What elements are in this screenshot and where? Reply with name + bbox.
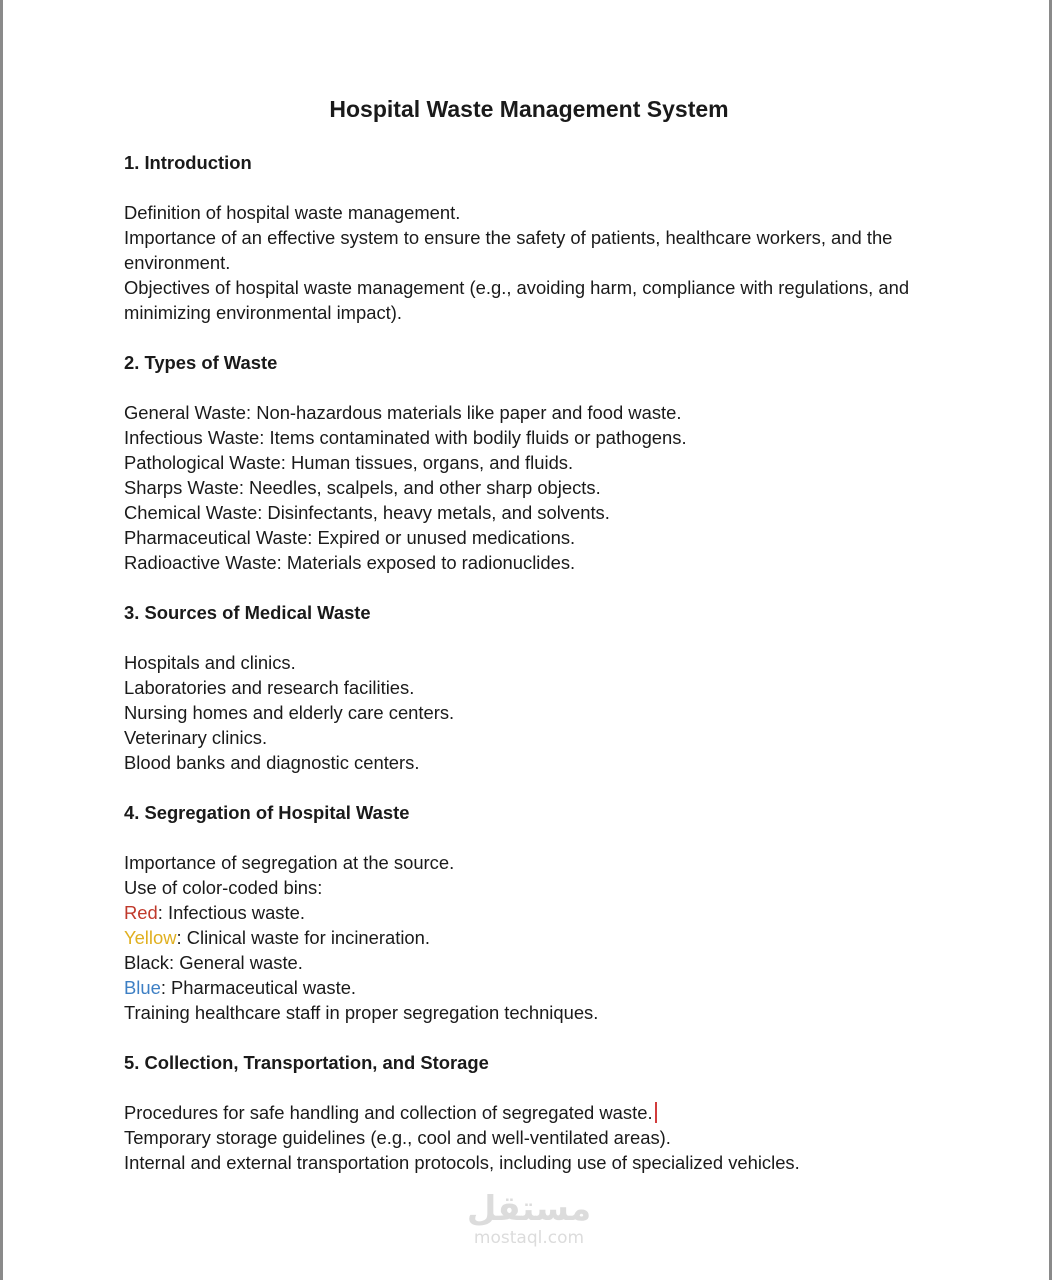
list-item: Hospitals and clinics. — [124, 652, 296, 673]
list-item: Infectious Waste: Items contaminated with bodily fluids or pathogens. — [124, 427, 687, 448]
list-item: Radioactive Waste: Materials exposed to radionuclides. — [124, 552, 576, 573]
bin-color-red: Red — [124, 902, 158, 923]
list-item-text: Procedures for safe handling and collection of segregated waste. — [124, 1102, 653, 1123]
text-cursor — [655, 1102, 657, 1123]
bin-description: : General waste. — [168, 952, 303, 973]
watermark — [3, 1190, 1052, 1248]
list-item: Chemical Waste: Disinfectants, heavy metals, and solvents. — [124, 502, 610, 523]
list-item: Temporary storage guidelines (e.g., cool and well-ventilated areas). — [124, 1127, 671, 1148]
section-heading: 2. Types of Waste — [124, 352, 278, 373]
list-item: Blood banks and diagnostic centers. — [124, 752, 420, 773]
section-heading: 4. Segregation of Hospital Waste — [124, 802, 410, 823]
bin-blue — [124, 975, 924, 1000]
bin-color-yellow: Yellow — [124, 927, 177, 948]
list-item: Internal and external transportation protocols, including use of specialized vehicles. — [124, 1152, 800, 1173]
list-item: Pharmaceutical Waste: Expired or unused medications. — [124, 527, 576, 548]
list-item: Veterinary clinics. — [124, 727, 268, 748]
section-types-of-waste — [124, 350, 924, 575]
list-item: General Waste: Non-hazardous materials like paper and food waste. — [124, 402, 682, 423]
bin-description: : Clinical waste for incineration. — [176, 927, 430, 948]
paragraph-line: Definition of hospital waste management. — [124, 202, 461, 223]
bin-red — [124, 900, 924, 925]
paragraph-line: Importance of an effective system to ensure the safety of patients, healthcare workers, and the environment. — [124, 227, 893, 273]
watermark-logo: مستقل — [466, 1189, 592, 1229]
list-item: Laboratories and research facilities. — [124, 677, 415, 698]
section-collection — [124, 1050, 924, 1175]
watermark-url: mostaql.com — [473, 1228, 585, 1248]
section-introduction — [124, 150, 924, 325]
section-segregation — [124, 800, 924, 1025]
section-sources — [124, 600, 924, 775]
bin-description: : Pharmaceutical waste. — [160, 977, 357, 998]
bin-black — [124, 950, 924, 975]
list-item-with-cursor[interactable] — [124, 1100, 924, 1125]
bin-color-blue: Blue — [124, 977, 161, 998]
bin-description: : Infectious waste. — [157, 902, 305, 923]
list-item: Training healthcare staff in proper segregation techniques. — [124, 1002, 599, 1023]
list-item: Sharps Waste: Needles, scalpels, and other sharp objects. — [124, 477, 601, 498]
document-title: Hospital Waste Management System — [329, 96, 729, 122]
list-item: Pathological Waste: Human tissues, organs, and fluids. — [124, 452, 574, 473]
document-body — [124, 150, 924, 1200]
bin-color-black: Black — [124, 952, 169, 973]
section-heading: 1. Introduction — [124, 152, 252, 173]
list-item: Importance of segregation at the source. — [124, 852, 455, 873]
section-heading: 3. Sources of Medical Waste — [124, 602, 371, 623]
list-item: Nursing homes and elderly care centers. — [124, 702, 455, 723]
section-heading: 5. Collection, Transportation, and Storage — [124, 1052, 489, 1073]
bin-yellow — [124, 925, 924, 950]
list-item: Use of color-coded bins: — [124, 877, 323, 898]
paragraph-line: Objectives of hospital waste management (e.g., avoiding harm, compliance with regulations, and minimizing environmental impact). — [124, 277, 910, 323]
